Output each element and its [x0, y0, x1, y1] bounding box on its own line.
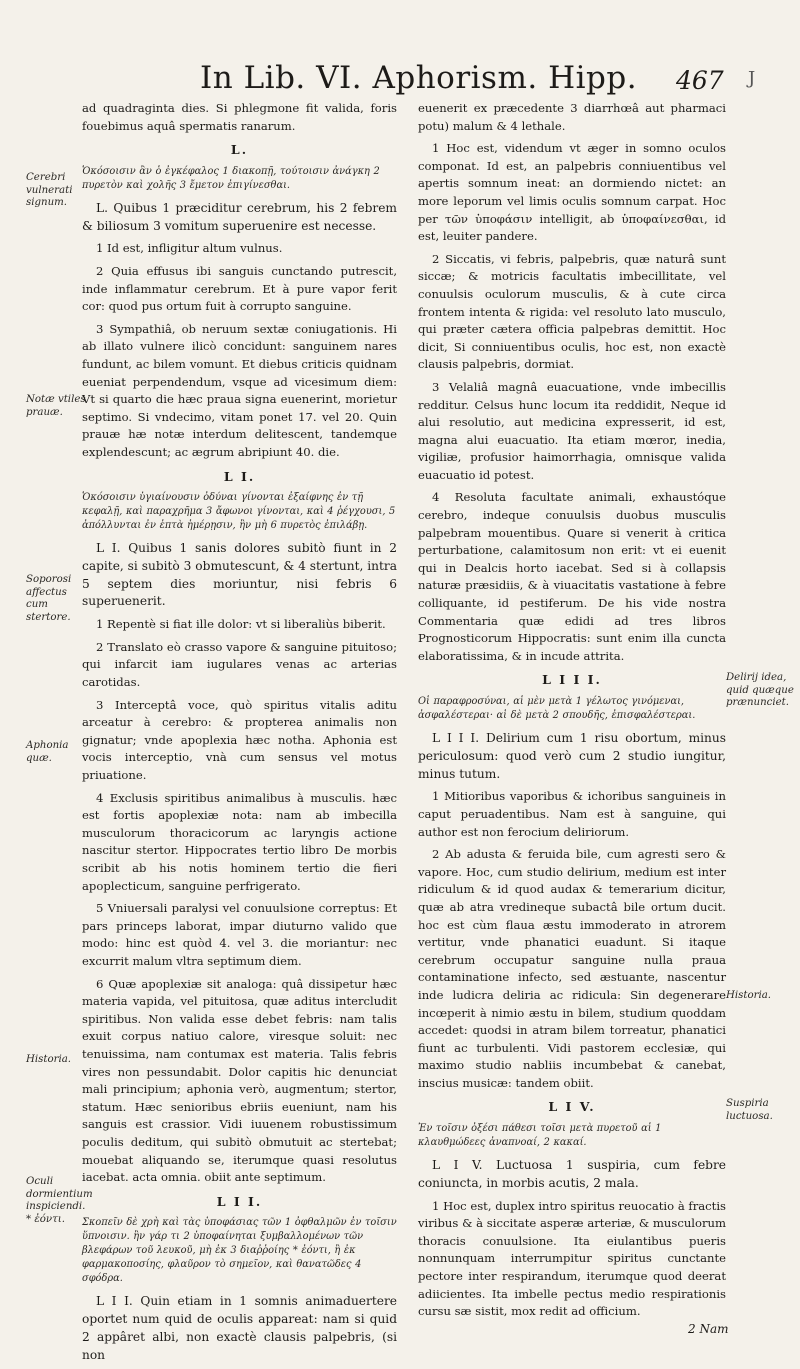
right-column — [418, 100, 726, 1326]
commentary: 1 Id est, infligitur altum vulnus. — [96, 241, 283, 256]
greek-text: Ἐν τοῖσιν ὀξέσι πάθεσι τοῖσι μετὰ πυρετοῦ αἱ 1 κλαυθμώδεες ἀναπνοαί, 2 κακαί. — [418, 1123, 662, 1149]
aphorism-latin: L. Quibus 1 præciditur cerebrum, his 2 febrem & biliosum 3 vomitum superuenire est necesse. — [82, 200, 397, 233]
aphorism-latin: L I I. Quin etiam in 1 somnis animaduertere oportet num quid de oculis appareat: nam si quid 2 appâret albi, non exactè clausis palpebris, (si non — [82, 1294, 397, 1362]
aphorism-latin: L I I I. Delirium cum 1 risu obortum, minus periculosum: quod verò cum 2 studio iungitur, minus tutum. — [418, 731, 726, 781]
commentary: 1 Mitioribus vaporibus & ichoribus sanguineis in caput peruadentibus. Nam est à sanguine, qui author est non ferocium deliriorum. — [418, 789, 726, 839]
margin-note: Notæ vtiles prauæ. — [26, 394, 86, 418]
commentary: 1 Hoc est, duplex intro spiritus reuocatio à fractis viribus & à siccitate asperæ arteriæ, & musculorum thoracis conuulsione. Ita eiulantibus pueris nonnunquam interrumpitur spiritus cunctante pectore inter respirandum, iterumque quod deerat adiicientes. Ita imbelle pectus medio respirationis cursu sæ sistit, mox redit ad officium. — [418, 1198, 726, 1319]
margin-note: Aphonia quæ. — [26, 740, 69, 764]
aphorism-number: L. — [230, 142, 249, 158]
commentary: 4 Resoluta facultate animali, exhaustóque cerebro, indeque conuulsis duobus musculis palpebram mouentibus. Quare si venerit à critica perturbatione, calamitosum non erit: vt ei euenit qui in Dealcis horto iacebat. Sed si à collapsis naturæ præsidiis, & à viuacitatis vastatione à febre colliquante, id pestiferum. De his vide nostra Commentaria quæ edidi ad tres libros Prognosticorum Hippocratis: sunt enim illa cuncta elaboratissima, & in incude attrita. — [418, 490, 726, 663]
margin-note: Oculi dormientium inspiciendi. * ἐόντι. — [26, 1176, 93, 1225]
margin-note: Historia. — [726, 990, 772, 1001]
greek-text: Ὁκόσοισιν ἂν ὁ ἐγκέφαλος 1 διακοπῇ, τούτοισιν ἀνάγκη 2 πυρετὸν καὶ χολῆς 3 ἔμετον ἐπιγίνεσθαι. — [82, 165, 380, 191]
margin-note: Suspiria luctuosa. — [726, 1098, 773, 1122]
commentary: 2 Siccatis, vi febris, palpebris, quæ naturâ sunt siccæ; & motricis facultatis imbecillitate, vel conuulsis oculorum musculis, & à cute circa frontem intenta & rigida: vel resoluto lato musculo, qui præter cætera officia palpebras demittit. Hoc dicit, Si conniuentibus oculis, hoc est, non exactè clausis palpebris, dormiat. — [418, 251, 726, 372]
aphorism-number: L I. — [223, 468, 256, 484]
commentary: 3 Interceptâ voce, quò spiritus vitalis aditu arceatur à cerebro: & propterea animalis non gignatur; vnde apoplexia hæc notha. Aphonia est vocis interceptio, vnà cum sensus vel motus priuatione. — [82, 697, 397, 783]
margin-note: Historia. — [26, 1054, 72, 1065]
running-title: In Lib. VI. Aphorism. Hipp. — [200, 60, 638, 96]
commentary: 6 Quæ apoplexiæ sit analoga: quâ dissipetur hæc materia vapida, vel pituitosa, quæ aditus intercludit spiritibus. Non valida esse debet febris: nam talis exuit corpus natiuo calore, viresque soluit: nec tenuissima, nam contumax est materia. Talis febris vires non pessundabit. Dolor capitis hic denunciat mali principium; aphonia verò, augmentum; stertor, statum. Hæc senioribus ebriis eueniunt, nam his sanguis est crassior. Vidi iuuenem robustissimum poculis deditum, qui subitò obmutuit ac stertebat; mouebat aliquando se, iterumque quasi resolutus iacebat. acta omnia. obiit ante septimum. — [82, 976, 397, 1185]
greek-text: Σκοπεῖν δὲ χρὴ καὶ τὰς ὑποφάσιας τῶν 1 ὀφθαλμῶν ἐν τοῖσιν ὕπνοισιν. ἢν γάρ τι 2 ὑποφαίνηται ξυμβαλλομένων τῶν βλεφάρων τοῦ λευκοῦ, μὴ ἐκ 3 διαῤῥοίης * ἐόντι, ἢ ἐκ φαρμακοποσίης, φλαῦρον τὸ σημεῖον, καὶ θανατῶδες 4 σφόδρα. — [82, 1217, 397, 1285]
commentary: 5 Vniuersali paralysi vel conuulsione correptus: Et pars princeps laborat, impar diuturno valido que modo: hinc est quòd 4. vel 3. die moriantur: nec excurrit malum vltra septimum diem. — [82, 901, 397, 968]
catchword: 2 Nam — [688, 1322, 729, 1336]
margin-note: Soporosi affectus cum stertore. — [26, 574, 72, 623]
aphorism-latin: L I. Quibus 1 sanis dolores subitò fiunt in 2 capite, si subitò 3 obmutescunt, & 4 stertunt, intra 5 septem dies moriuntur, nisi febris 6 superuenerit. — [82, 541, 397, 609]
aphorism-number: L I I I. — [542, 672, 602, 688]
left-column — [82, 100, 397, 1369]
greek-text: Ὁκόσοισιν ὑγιαίνουσιν ὀδύναι γίνονται ἐξαίφνης ἐν τῇ κεφαλῇ, καὶ παραχρῆμα 3 ἄφωνοι γίνονται, καὶ 4 ῥέγχουσι, 5 ἀπόλλυνται ἐν ἑπτὰ ἡμέρῃσιν, ἢν μὴ 6 πυρετὸς ἐπιλάβῃ. — [82, 492, 396, 532]
margin-note: Cerebri vulnerati signum. — [26, 172, 73, 208]
aphorism-number: L I V. — [548, 1099, 596, 1115]
paragraph: euenerit ex præcedente 3 diarrhœâ aut pharmaci potu) malum & 4 lethale. — [418, 101, 726, 133]
paragraph: ad quadraginta dies. Si phlegmone fit valida, foris fouebimus aquâ spermatis ranarum. — [82, 101, 397, 133]
margin-note: Delirij idea, quid quæque prænunciet. — [726, 672, 794, 708]
commentary: 2 Ab adusta & feruida bile, cum agresti sero & vapore. Hoc, cum studio delirium, medium est inter ridiculum & id quod audax & temerarium dicitur, quæ ab atra vredineque subactâ bile ortum ducit. hoc est cùm flaua æstu immoderato in atrorem vertitur, vnde phanatici euadunt. Si itaque cerebrum occupatur sanguine nulla praua contaminatione infecto, sed æstuante, nascentur inde ludicra deliria ac ridicula: Sin degenerare incœperit à nimio æstu in bilem, studium quoddam accedet: quodsi in atram bilem torreatur, phanatici fiunt ac turbulenti. Vidi pastorem ecclesiæ, qui maximo studio nabliis incumbebat & canebat, inscius musicæ: tandem obiit. — [418, 847, 726, 1090]
pencil-mark: J — [748, 68, 756, 89]
commentary: 2 Quia effusus ibi sanguis cunctando putrescit, inde inflammatur cerebrum. Et à pure vapor ferit cor: quod pus ortum fuit à corrupto sanguine. — [82, 263, 397, 314]
commentary: 2 Translato eò crasso vapore & sanguine pituitoso; qui infarcit iam iugulares venas ac arterias carotidas. — [82, 639, 397, 690]
commentary: 3 Velaliâ magnâ euacuatione, vnde imbecillis redditur. Celsus hunc locum ita reddidit, Neque id alui resolutio, aut medicina expresserit, id est, magna alui euacuatio. Ita etiam mœror, inedia, vigiliæ, profusior haimorrhagia, omnisque valida euacuatio id potest. — [418, 379, 726, 482]
commentary: 4 Exclusis spiritibus animalibus à musculis. hæc est fortis apoplexiæ nota: nam ab imbecilla musculorum thoracicorum ac laryngis actione nascitur stertor. Hippocrates tertio libro De morbis scribit ab his notis hominem tertio die fieri apoplecticum, sanguine perfrigerato. — [82, 790, 397, 893]
aphorism-latin: L I V. Luctuosa 1 suspiria, cum febre coniuncta, in morbis acutis, 2 mala. — [418, 1158, 726, 1190]
commentary: 1 Repentè si fiat ille dolor: vt si liberaliùs biberit. — [96, 617, 386, 632]
aphorism-number: L I I. — [216, 1193, 263, 1209]
page-number: 467 — [676, 66, 724, 95]
greek-text: Οἱ παραφροσύναι, αἱ μὲν μετὰ 1 γέλωτος γινόμεναι, ἀσφαλέστεραι· αἱ δὲ μετὰ 2 σπουδῆς, ἐπισφαλέστεραι. — [418, 696, 696, 721]
commentary: 3 Sympathiâ, ob neruum sextæ coniugationis. Hi ab illato vulnere ilicò concidunt: sanguinem nares fundunt, ac bilem vomunt. Et diebus criticis quidnam eueniat perpendendum, vsque ad vicesimum diem: Vt si quarto die hæc praua signa euenerint, morietur septimo. Si vndecimo, vitam ponet 17. vel 20. Quin prauæ hæ notæ interdum delitescent, tandemque explendescunt; ac ægrum abripiunt 40. die. — [82, 321, 397, 459]
commentary: 1 Hoc est, videndum vt æger in somno oculos componat. Id est, an palpebris conniuentibus vel apertis somnum ineat: an dormiendo nictet: an more leporum vel limis oculis somnum carpat. Hoc per τῶν ὑποφάσιν intelligit, ab ὑποφαίνεσθαι, id est, leuiter pandere. — [418, 141, 726, 244]
page-header — [0, 48, 800, 100]
